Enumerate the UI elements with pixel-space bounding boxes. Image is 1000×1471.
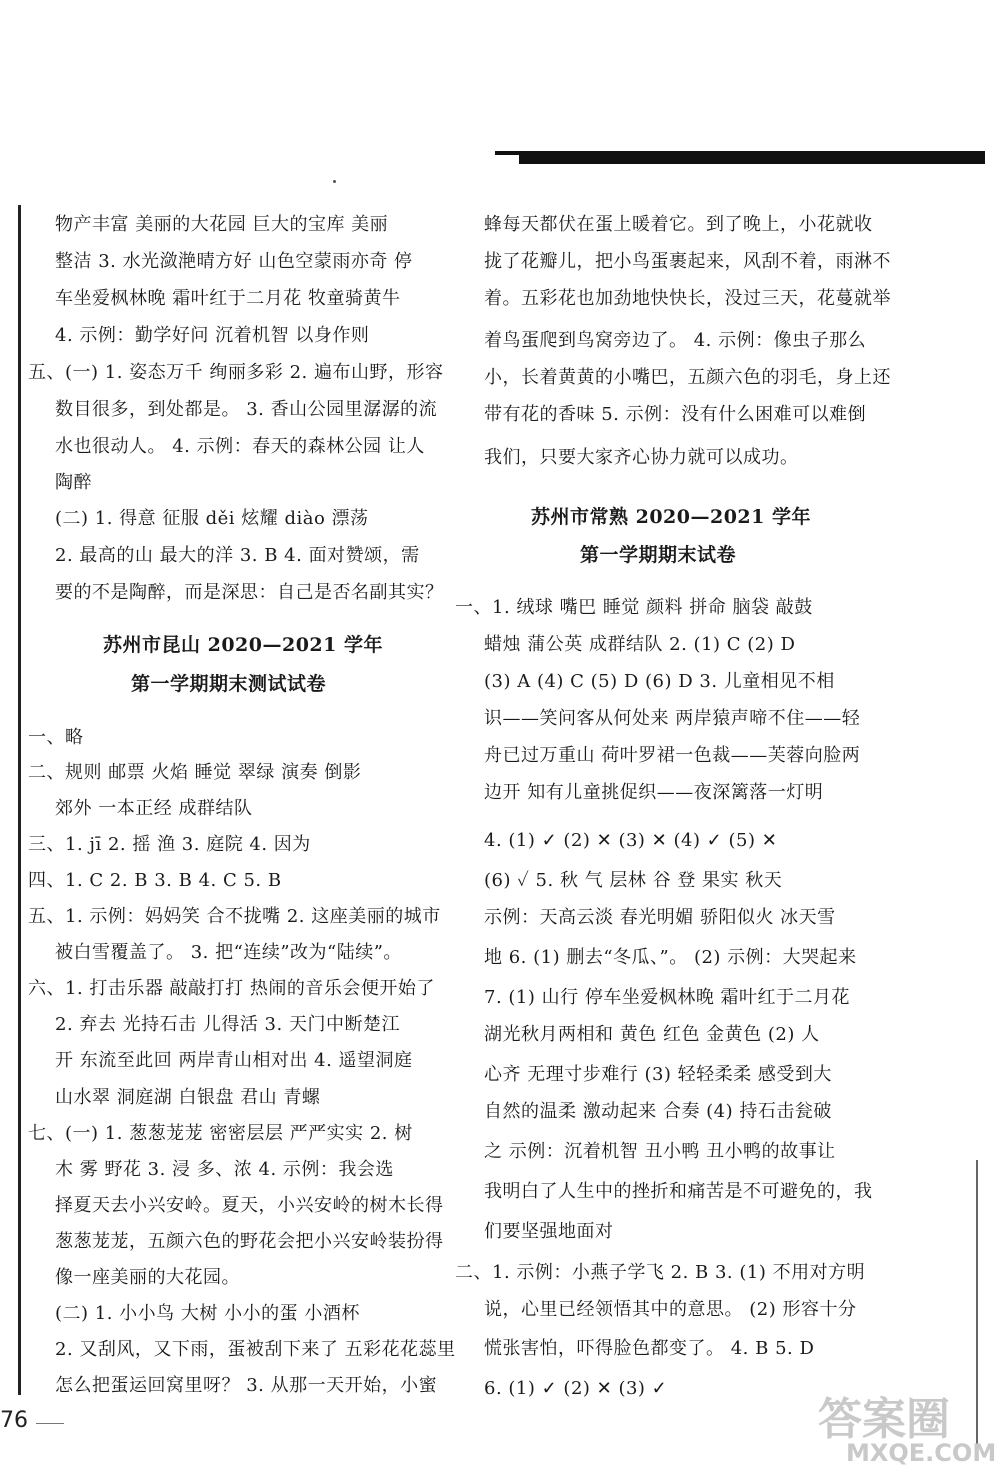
right-line: 蜂每天都伏在蛋上暖着它。到了晚上，小花就收 (484, 214, 873, 235)
left-line: 七、(一) 1. 葱葱茏茏 密密层层 严严实实 2. 树 (28, 1123, 413, 1144)
watermark-logo (818, 1383, 996, 1469)
left-line: 2. 又刮风，又下雨，蛋被刮下来了 五彩花花蕊里 (55, 1339, 456, 1360)
right-line: 我明白了人生中的挫折和痛苦是不可避免的，我 (484, 1181, 873, 1202)
right-line: 二、1. 示例：小燕子学飞 2. B 3. (1) 不用对方明 (455, 1262, 866, 1283)
section-subtitle: 第一学期期末试卷 (580, 544, 737, 566)
right-line: 着鸟蛋爬到鸟窝旁边了。 4. 示例：像虫子那么 (484, 330, 867, 351)
left-line: 整洁 3. 水光潋滟晴方好 山色空蒙雨亦奇 停 (55, 251, 413, 272)
right-line: 边开 知有儿童挑促织——夜深篱落一灯明 (484, 782, 824, 803)
right-line: 一、1. 绒球 嘴巴 睡觉 颜料 拼命 脑袋 敲鼓 (455, 597, 813, 618)
left-line: 开 东流至此回 两岸青山相对出 4. 遥望洞庭 (55, 1050, 413, 1071)
left-line: 郊外 一本正经 成群结队 (55, 798, 253, 819)
watermark-url: MXQE.COM (846, 1439, 997, 1467)
right-line: 7. (1) 山行 停车坐爱枫林晚 霜叶红于二月花 (484, 987, 851, 1008)
right-line: 湖光秋月两相和 黄色 红色 金黄色 (2) 人 (484, 1024, 820, 1045)
right-line: 小，长着黄黄的小嘴巴，五颜六色的羽毛，身上还 (484, 367, 891, 388)
left-line: 数目很多，到处都是。 3. 香山公园里潺潺的流 (55, 399, 438, 420)
right-line: (6) ✓ 5. 秋 气 层林 谷 登 果实 秋天 (484, 870, 783, 891)
left-line: (二) 1. 得意 征服 děi 炫耀 diào 漂荡 (55, 508, 369, 529)
left-line: 车坐爱枫林晚 霜叶红于二月花 牧童骑黄牛 (55, 288, 401, 309)
left-line: 被白雪覆盖了。 3. 把“连续”改为“陆续”。 (55, 942, 402, 963)
left-line: 4. 示例：勤学好问 沉着机智 以身作则 (55, 325, 370, 346)
right-line: 们要坚强地面对 (484, 1221, 614, 1242)
right-line: 拢了花瓣儿，把小鸟蛋裹起来，风刮不着，雨淋不 (484, 251, 891, 272)
right-line: 6. (1) ✓ (2) ✕ (3) ✓ (484, 1378, 668, 1399)
left-line: 山水翠 洞庭湖 白银盘 君山 青螺 (55, 1087, 321, 1108)
right-line: 蜡烛 蒲公英 成群结队 2. (1) C (2) D (484, 634, 796, 655)
left-line: 一、略 (28, 727, 84, 748)
right-line: 地 6. (1) 删去“冬瓜、”。 (2) 示例：大哭起来 (484, 947, 857, 968)
left-line: 水也很动人。 4. 示例：春天的森林公园 让人 (55, 436, 425, 457)
section-title: 苏州市昆山 2020—2021 学年 (103, 634, 383, 656)
page-number: 76 (0, 1408, 28, 1433)
left-line: 四、1. C 2. B 3. B 4. C 5. B (28, 870, 282, 891)
section-subtitle: 第一学期期末测试试卷 (131, 673, 327, 695)
right-line: (3) A (4) C (5) D (6) D 3. 儿童相见不相 (484, 671, 835, 692)
left-line: 木 雾 野花 3. 浸 多、浓 4. 示例：我会选 (55, 1159, 394, 1180)
section-title: 苏州市常熟 2020—2021 学年 (531, 506, 811, 528)
left-line: 像一座美丽的大花园。 (55, 1267, 240, 1288)
left-line: 要的不是陶醉，而是深思：自己是否名副其实？ (55, 582, 444, 603)
right-line: 带有花的香味 5. 示例：没有什么困难可以难倒 (484, 404, 867, 425)
right-line: 之 示例：沉着机智 丑小鸭 丑小鸭的故事让 (484, 1141, 836, 1162)
right-line: 心齐 无理寸步难行 (3) 轻轻柔柔 感受到大 (484, 1064, 832, 1085)
left-line: 陶醉 (55, 472, 92, 493)
right-line: 着。五彩花也加劲地快快长，没过三天，花蔓就举 (484, 288, 891, 309)
page-number-rule (36, 1423, 64, 1424)
right-line: 4. (1) ✓ (2) ✕ (3) ✕ (4) ✓ (5) ✕ (484, 830, 778, 851)
left-line: 二、规则 邮票 火焰 睡觉 翠绿 演奏 倒影 (28, 762, 362, 783)
left-line: 怎么把蛋运回窝里呀？ 3. 从那一天开始，小蜜 (55, 1375, 438, 1396)
left-line: 三、1. jī 2. 摇 渔 3. 庭院 4. 因为 (28, 834, 311, 855)
header-rule (519, 151, 985, 164)
left-line: 2. 弃去 光持石击 儿得活 3. 天门中断楚江 (55, 1014, 400, 1035)
speck-mark (333, 180, 336, 183)
left-line: 物产丰富 美丽的大花园 巨大的宝库 美丽 (55, 214, 389, 235)
left-line: 择夏天去小兴安岭。夏天，小兴安岭的树木长得 (55, 1195, 444, 1216)
right-line: 我们，只要大家齐心协力就可以成功。 (484, 447, 799, 468)
left-line: 葱葱茏茏，五颜六色的野花会把小兴安岭装扮得 (55, 1231, 444, 1252)
left-line: 五、(一) 1. 姿态万千 绚丽多彩 2. 遍布山野，形容 (28, 362, 444, 383)
right-line: 示例：天高云淡 春光明媚 骄阳似火 冰天雪 (484, 907, 836, 928)
left-line: 六、1. 打击乐器 敲敲打打 热闹的音乐会便开始了 (28, 978, 435, 999)
left-line: (二) 1. 小小鸟 大树 小小的蛋 小酒杯 (55, 1303, 360, 1324)
left-line: 2. 最高的山 最大的洋 3. B 4. 面对赞颂，需 (55, 545, 420, 566)
right-line: 慌张害怕，吓得脸色都变了。 4. B 5. D (484, 1338, 815, 1359)
right-line: 舟已过万重山 荷叶罗裙一色裁——芙蓉向脸两 (484, 745, 861, 766)
left-line: 五、1. 示例：妈妈笑 合不拢嘴 2. 这座美丽的城市 (28, 906, 441, 927)
watermark-main: 答案圈 (818, 1394, 950, 1445)
right-line: 自然的温柔 激动起来 合奏 (4) 持石击瓮破 (484, 1101, 832, 1122)
right-line: 说，心里已经领悟其中的意思。 (2) 形容十分 (484, 1299, 857, 1320)
right-line: 识——笑问客从何处来 两岸猿声啼不住——轻 (484, 708, 861, 729)
